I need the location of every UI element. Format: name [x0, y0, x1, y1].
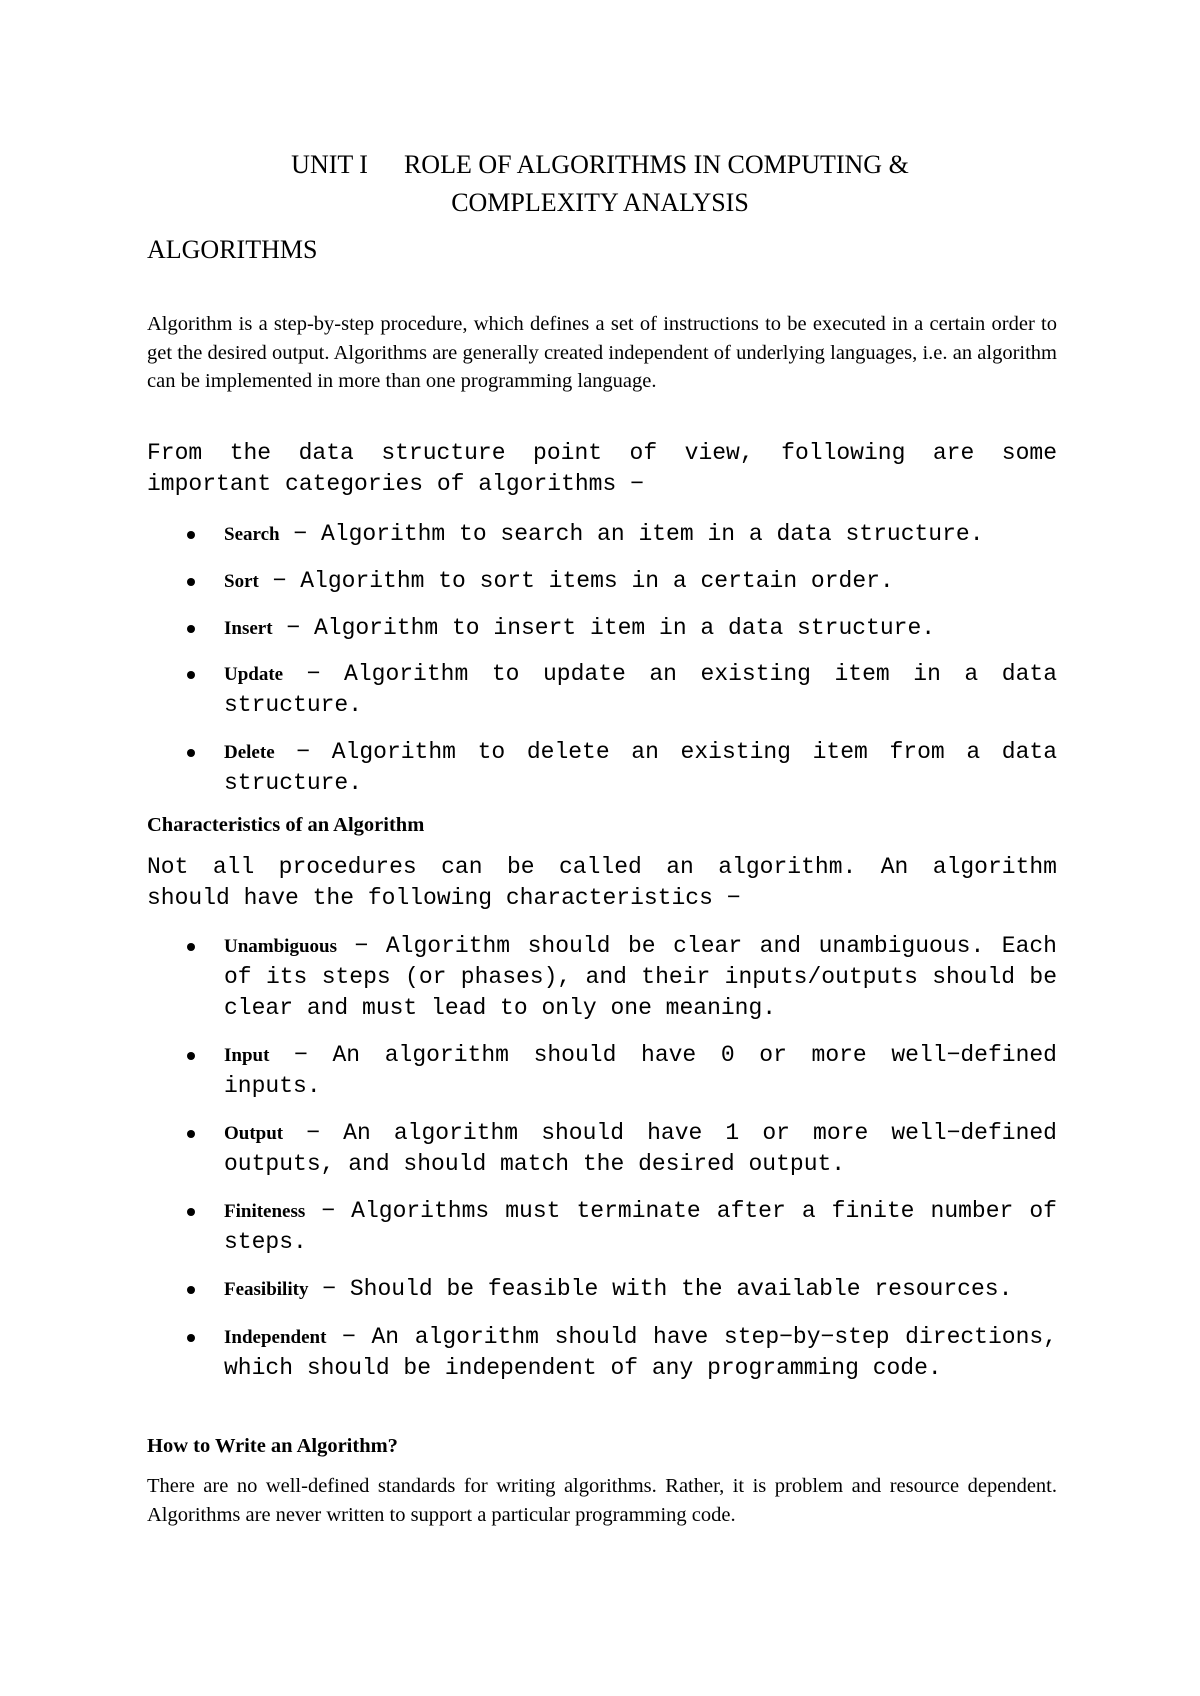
category-term: Insert	[224, 618, 273, 639]
unit-label: UNIT I	[291, 150, 368, 179]
bullet-icon	[187, 1130, 195, 1138]
bullet-icon	[187, 1286, 195, 1294]
bullet-icon	[187, 578, 195, 586]
how-to-write-paragraph: There are no well-defined standards for writing algorithms. Rather, it is problem and resource dependent. Algorithms are never written to support a particular programming code.	[147, 1475, 1057, 1526]
characteristic-desc: − Algorithms must terminate after a finite number of steps.	[224, 1198, 1057, 1255]
category-term: Update	[224, 664, 284, 685]
bullet-icon	[187, 943, 195, 951]
category-desc: − Algorithm to insert item in a data structure.	[272, 615, 936, 641]
characteristic-desc: − An algorithm should have step−by−step directions, which should be independent of any programming code.	[224, 1324, 1057, 1381]
how-to-write-heading: How to Write an Algorithm?	[147, 1435, 398, 1457]
bullet-icon	[187, 1334, 195, 1342]
characteristic-term: Unambiguous	[224, 936, 337, 957]
category-desc: − Algorithm to delete an existing item from a data structure.	[224, 739, 1057, 796]
bullet-icon	[187, 1208, 195, 1216]
category-desc: − Algorithm to update an existing item in a data structure.	[224, 661, 1057, 718]
category-desc: − Algorithm to sort items in a certain order.	[258, 568, 894, 594]
bullet-icon	[187, 1052, 195, 1060]
category-desc: − Algorithm to search an item in a data structure.	[279, 521, 984, 547]
characteristics-intro-paragraph: Not all procedures can be called an algorithm. An algorithm should have the following characteristics −	[147, 854, 1057, 911]
intro-paragraph: Algorithm is a step-by-step procedure, which defines a set of instructions to be executed in a certain order to get the desired output. Algorithms are generally created independent of underlying languages, i.e. an algorithm can be implemented in more than one programming language.	[147, 313, 1057, 392]
characteristics-heading: Characteristics of an Algorithm	[147, 814, 425, 836]
section-heading-algorithms: ALGORITHMS	[147, 235, 318, 264]
unit-title: ROLE OF ALGORITHMS IN COMPUTING &	[403, 150, 909, 179]
characteristic-desc: − Should be feasible with the available resources.	[308, 1276, 1013, 1302]
characteristic-term: Feasibility	[224, 1279, 309, 1300]
categories-intro-paragraph: From the data structure point of view, following are some important categories of algorithms −	[147, 440, 1057, 497]
characteristic-desc: − An algorithm should have 1 or more well−defined outputs, and should match the desired output.	[224, 1120, 1057, 1177]
characteristic-desc: − Algorithm should be clear and unambiguous. Each of its steps (or phases), and their inputs/outputs should be clear and must lead to only one meaning.	[224, 933, 1057, 1021]
characteristic-term: Input	[224, 1045, 270, 1066]
bullet-icon	[187, 625, 195, 633]
bullet-icon	[187, 749, 195, 757]
document-title-line-2: COMPLEXITY ANALYSIS	[451, 188, 749, 217]
characteristic-term: Finiteness	[224, 1201, 306, 1222]
bullet-icon	[187, 671, 195, 679]
characteristic-term: Output	[224, 1123, 284, 1144]
characteristic-desc: − An algorithm should have 0 or more well−defined inputs.	[224, 1042, 1057, 1099]
document-title-line-1	[150, 146, 1050, 184]
category-term: Sort	[224, 571, 259, 592]
bullet-icon	[187, 531, 195, 539]
characteristic-term: Independent	[224, 1327, 327, 1348]
category-term: Search	[224, 524, 280, 545]
category-term: Delete	[224, 742, 275, 763]
